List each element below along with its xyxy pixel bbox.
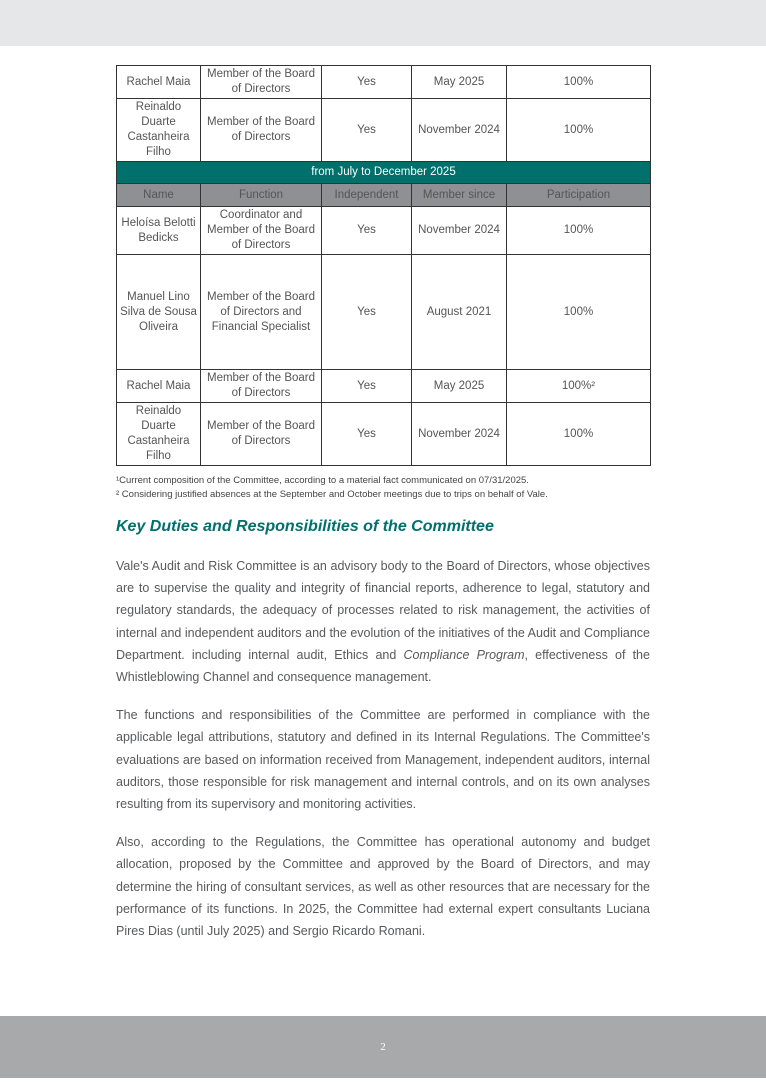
member-participation: 100% [507,255,651,370]
member-participation: 100% [507,99,651,162]
member-name: Reinaldo Duarte Castanheira Filho [117,99,201,162]
member-participation: 100%² [507,370,651,403]
section-heading: Key Duties and Responsibilities of the Committee [116,518,494,535]
footnote: ¹Current composition of the Committee, according to a material fact communicated on 07/31/2025. [116,475,529,486]
member-name: Rachel Maia [117,370,201,403]
member-since: November 2024 [412,99,507,162]
member-participation: 100% [507,66,651,99]
page-number: 2 [380,1041,386,1053]
table-row [117,66,651,99]
member-name: Rachel Maia [117,66,201,99]
member-function: Member of the Board of Directors [201,66,322,99]
table-row [117,255,651,370]
column-header-member-since: Member since [412,184,507,207]
table-header-row [117,184,651,207]
member-function: Member of the Board of Directors and Financial Specialist [201,255,322,370]
member-name: Manuel Lino Silva de Sousa Oliveira [117,255,201,370]
column-header-name: Name [117,184,201,207]
page-footer [0,1016,766,1078]
paragraph: Also, according to the Regulations, the Committee has operational autonomy and budget allocation, proposed by the Committee and approved by the Board of Directors, and may determine the hiring of consultant services, as well as other resources that are necessary for the performance of its functions. In 2025, the Committee had external expert consultants Luciana Pires Dias (until July 2025) and Sergio Ricardo Romani. [116,835,650,939]
member-function: Member of the Board of Directors [201,99,322,162]
member-since: May 2025 [412,66,507,99]
member-name: Reinaldo Duarte Castanheira Filho [117,403,201,466]
page-top-band [0,0,766,46]
member-name: Heloísa Belotti Bedicks [117,207,201,255]
column-header-function: Function [201,184,322,207]
column-header-independent: Independent [322,184,412,207]
member-since: August 2021 [412,255,507,370]
member-independent: Yes [322,403,412,466]
paragraph-text: Vale's Audit and Risk Committee is an advisory body to the Board of Directors, whose objectives are to supervise the quality and integrity of financial reports, adherence to legal, statutory and regulatory standards, the adequacy of processes related to risk management, the activities of internal and independent auditors and the evolution of the initiatives of the Audit and Compliance Department. including internal audit, Ethics and [116,559,650,662]
table-footnotes [116,474,656,502]
paragraph [116,555,650,688]
member-independent: Yes [322,207,412,255]
table-row [117,403,651,466]
member-since: November 2024 [412,403,507,466]
column-header-participation: Participation [507,184,651,207]
member-function: Coordinator and Member of the Board of Directors [201,207,322,255]
member-function: Member of the Board of Directors [201,403,322,466]
paragraph-text: , effectiveness of the Whistleblowing Channel and consequence management. [116,647,650,685]
member-independent: Yes [322,255,412,370]
table-row [117,99,651,162]
member-participation: 100% [507,403,651,466]
table-row [117,370,651,403]
member-independent: Yes [322,370,412,403]
member-function: Member of the Board of Directors [201,370,322,403]
member-participation: 100% [507,207,651,255]
period-section-title: from July to December 2025 [117,162,651,184]
paragraph-italic-text: Compliance Program [403,647,525,662]
member-independent: Yes [322,66,412,99]
paragraph: The functions and responsibilities of the Committee are performed in compliance with the applicable legal attributions, statutory and defined in its Internal Regulations. The Committee's evaluations are based on information received from Management, independent auditors, internal auditors, those responsible for risk management and internal controls, and on its own analyses resulting from its supervisory and monitoring activities. [116,708,650,812]
footnote: ² Considering justified absences at the September and October meetings due to trips on behalf of Vale. [116,489,548,500]
committee-composition-table [116,65,651,466]
table-row [117,207,651,255]
member-since: May 2025 [412,370,507,403]
period-section-row [117,162,651,184]
member-since: November 2024 [412,207,507,255]
member-independent: Yes [322,99,412,162]
body-text [116,555,650,958]
